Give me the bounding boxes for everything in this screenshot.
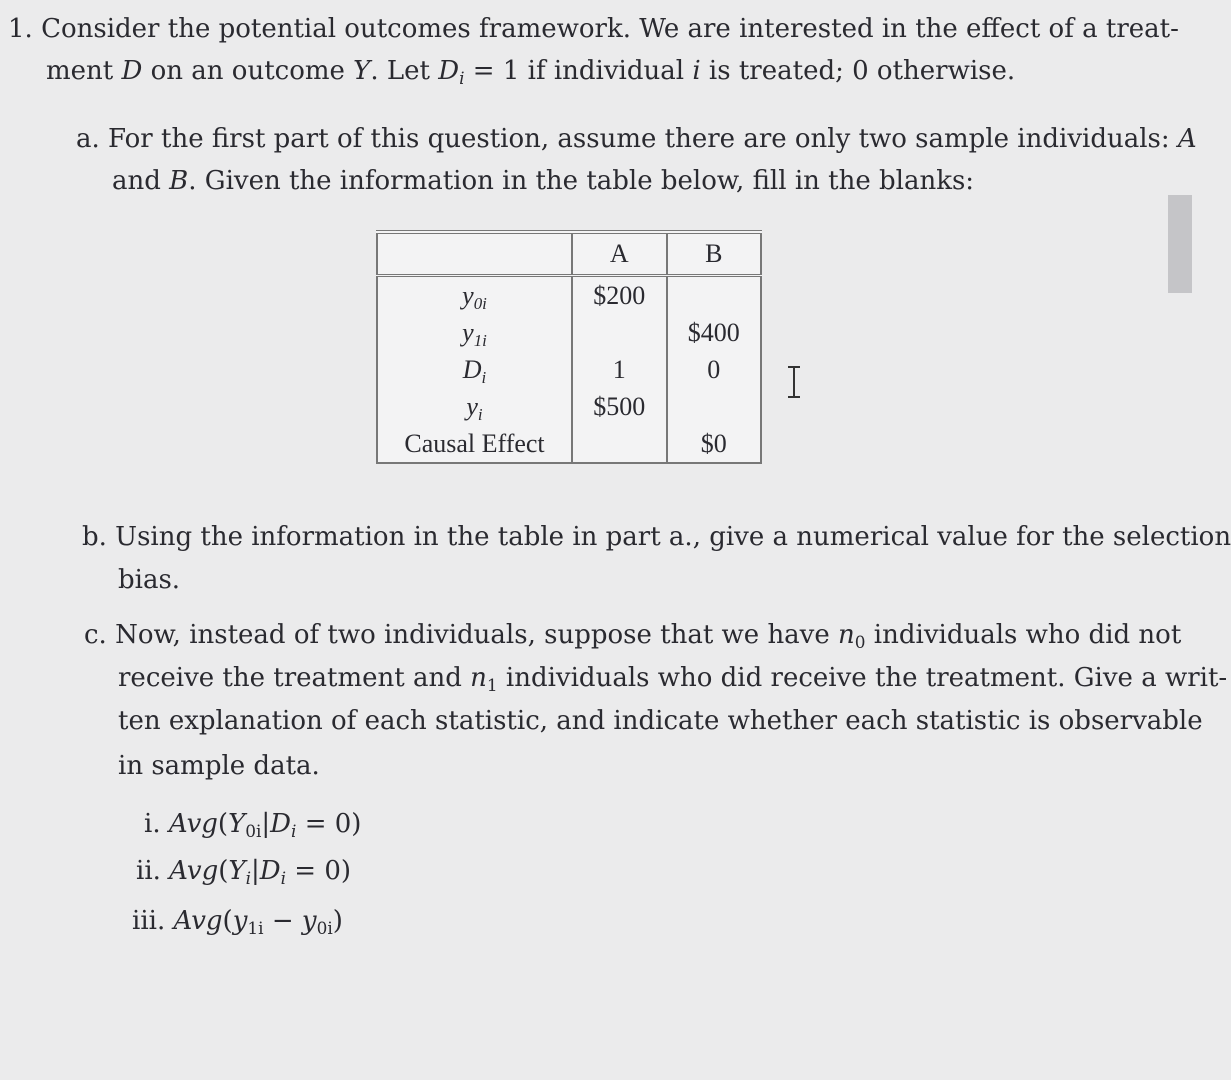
scrollbar-thumb[interactable] (1168, 195, 1192, 293)
item-number: i. (144, 809, 161, 839)
var-d: D (270, 809, 292, 839)
minus: − (263, 906, 302, 936)
label-main: y (466, 392, 478, 421)
var-y: Y (228, 856, 246, 886)
label-main: y (462, 281, 474, 310)
subscript: 0i (245, 821, 262, 842)
header-a: A (572, 232, 666, 276)
part-c-line-2 (118, 661, 1227, 695)
text: a. For the first part of this question, assume there are only two sample individuals: (76, 124, 1178, 154)
var-d: D (438, 56, 460, 86)
text: individuals who did receive the treatment. Give a writ- (497, 663, 1228, 693)
var-y: y (301, 906, 317, 936)
part-c-line-1 (84, 618, 1181, 652)
var-a: A (1177, 124, 1197, 154)
text: = 1 if individual (464, 56, 693, 86)
b-causal-effect: $0 (700, 429, 727, 458)
text: and (112, 166, 170, 196)
subscript: 0i (316, 918, 333, 939)
subscript: i (245, 868, 251, 889)
label-sub: i (477, 405, 483, 425)
part-b-line-2: bias. (118, 565, 181, 595)
item-number: ii. (136, 856, 161, 886)
part-a-line-2 (112, 164, 974, 198)
var-n: n (470, 663, 487, 693)
b-y1i: $400 (687, 318, 740, 347)
text: receive the treatment and (118, 663, 471, 693)
text: = 0) (296, 809, 362, 839)
text: ment (46, 56, 122, 86)
bar: | (261, 809, 271, 839)
var-y: y (232, 906, 248, 936)
column-a-cell (572, 276, 666, 464)
var-i: i (692, 56, 701, 86)
label-main: y (462, 318, 474, 347)
part-a-line-1 (76, 122, 1197, 156)
text: on an outcome (142, 56, 354, 86)
a-y1i (573, 314, 665, 351)
var-n: n (838, 620, 855, 650)
avg-function: Avg (173, 906, 223, 936)
table-header-row (377, 232, 761, 276)
subscript: i (291, 821, 297, 842)
paren: ( (217, 809, 229, 839)
subscript: i (459, 68, 465, 89)
label-causal-effect: Causal Effect (404, 429, 545, 458)
question-1-line-2 (46, 54, 1015, 88)
text: . Let (370, 56, 439, 86)
row-labels-cell (377, 276, 572, 464)
b-y0i (668, 277, 761, 314)
paren: ) (332, 906, 343, 936)
b-yi (668, 388, 761, 425)
text-cursor-icon (780, 364, 808, 400)
statistic-item-i (144, 807, 361, 841)
paren: ( (218, 856, 229, 886)
question-1-line-1: 1. Consider the potential outcomes framework. We are interested in the effect of a treat- (8, 14, 1179, 44)
label-sub: 1i (473, 331, 487, 351)
a-di: 1 (612, 355, 626, 384)
label-di (378, 351, 571, 388)
avg-function: Avg (169, 856, 219, 886)
subscript: i (280, 868, 286, 889)
var-b: B (169, 166, 189, 196)
statistic-item-iii (132, 904, 343, 938)
label-y0i (378, 277, 571, 314)
a-causal-effect (573, 425, 665, 462)
label-y1i (378, 314, 571, 351)
text: = 0) (286, 856, 351, 886)
var-y: Y (228, 809, 246, 839)
column-b-cell (667, 276, 762, 464)
var-d: D (259, 856, 281, 886)
table-body-row (377, 276, 761, 464)
bar: | (250, 856, 260, 886)
outcomes-table (376, 230, 762, 464)
label-sub: 0i (473, 294, 487, 314)
label-sub: i (481, 368, 487, 388)
var-d: D (121, 56, 143, 86)
text: . Given the information in the table below, fill in the blanks: (188, 166, 975, 196)
header-b: B (667, 232, 762, 276)
part-b-line-1: b. Using the information in the table in part a., give a numerical value for the selection (82, 522, 1231, 552)
b-di: 0 (707, 355, 721, 384)
var-y: Y (353, 56, 371, 86)
subscript: 1i (247, 918, 264, 939)
text: is treated; 0 otherwise. (700, 56, 1016, 86)
label-main: D (462, 355, 482, 384)
part-c-line-4: in sample data. (118, 751, 320, 781)
subscript: 0 (854, 632, 866, 653)
statistic-item-ii (136, 854, 351, 888)
part-c-line-3: ten explanation of each statistic, and indicate whether each statistic is observable (118, 706, 1203, 736)
header-empty (377, 232, 572, 276)
item-number: iii. (132, 906, 166, 936)
label-yi (378, 388, 571, 425)
text: individuals who did not (865, 620, 1182, 650)
a-yi: $500 (593, 392, 646, 421)
subscript: 1 (486, 675, 498, 696)
paren: ( (222, 906, 233, 936)
a-y0i: $200 (593, 281, 646, 310)
avg-function: Avg (168, 809, 218, 839)
text: c. Now, instead of two individuals, suppose that we have (84, 620, 839, 650)
